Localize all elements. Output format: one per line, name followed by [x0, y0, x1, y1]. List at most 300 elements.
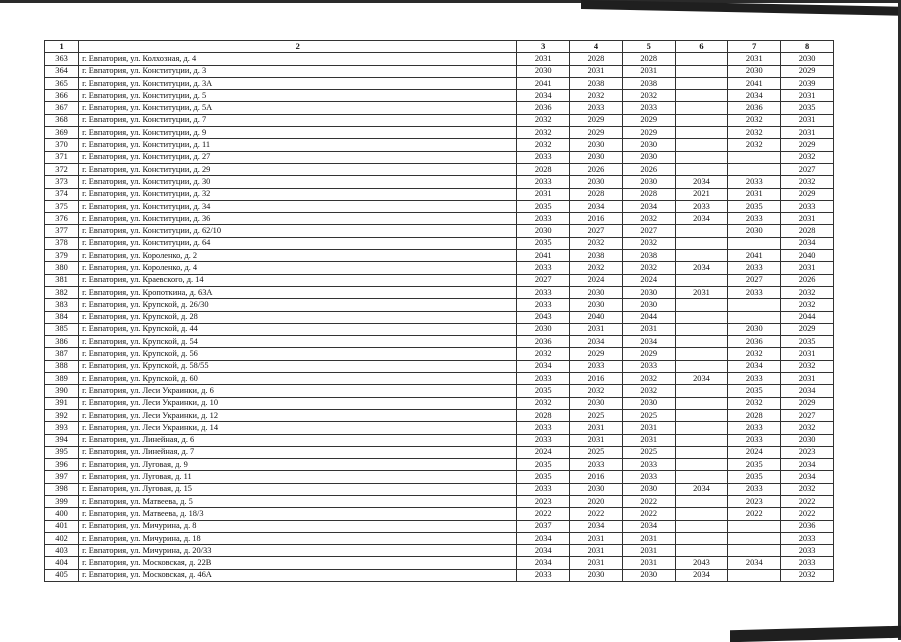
col7-cell: 2033	[728, 434, 781, 446]
row-number-cell: 376	[45, 213, 79, 225]
col8-cell: 2034	[781, 385, 834, 397]
col5-cell: 2025	[622, 409, 675, 421]
row-number-cell: 399	[45, 495, 79, 507]
col3-cell: 2030	[517, 65, 570, 77]
col3-cell: 2036	[517, 336, 570, 348]
col3-cell: 2033	[517, 151, 570, 163]
address-cell: г. Евпатория, ул. Крупской, д. 54	[79, 336, 517, 348]
col7-cell: 2035	[728, 200, 781, 212]
col6-cell: 2034	[675, 569, 728, 581]
address-cell: г. Евпатория, ул. Луговая, д. 11	[79, 471, 517, 483]
col3-cell: 2034	[517, 532, 570, 544]
col8-cell: 2033	[781, 200, 834, 212]
row-number-cell: 387	[45, 348, 79, 360]
col7-cell: 2035	[728, 385, 781, 397]
col8-cell: 2031	[781, 373, 834, 385]
col7-cell: 2024	[728, 446, 781, 458]
table-row	[45, 409, 834, 421]
col6-cell: 2034	[675, 213, 728, 225]
address-cell: г. Евпатория, ул. Конституции, д. 34	[79, 200, 517, 212]
col3-cell: 2033	[517, 434, 570, 446]
col3-cell: 2041	[517, 77, 570, 89]
col6-cell	[675, 323, 728, 335]
row-number-cell: 400	[45, 508, 79, 520]
address-cell: г. Евпатория, ул. Мичурина, д. 18	[79, 532, 517, 544]
table-row	[45, 323, 834, 335]
col7-cell: 2030	[728, 65, 781, 77]
col5-cell: 2030	[622, 569, 675, 581]
col5-cell: 2033	[622, 102, 675, 114]
col8-cell: 2022	[781, 495, 834, 507]
col5-cell: 2030	[622, 151, 675, 163]
col8-cell: 2039	[781, 77, 834, 89]
row-number-cell: 398	[45, 483, 79, 495]
column-header-5: 5	[622, 41, 675, 53]
table-row	[45, 483, 834, 495]
col8-cell: 2032	[781, 422, 834, 434]
col5-cell: 2029	[622, 114, 675, 126]
col5-cell: 2026	[622, 163, 675, 175]
col7-cell: 2028	[728, 409, 781, 421]
col3-cell: 2033	[517, 373, 570, 385]
col4-cell: 2024	[570, 274, 623, 286]
col8-cell: 2031	[781, 114, 834, 126]
col6-cell: 2031	[675, 286, 728, 298]
col6-cell	[675, 434, 728, 446]
column-header-4: 4	[570, 41, 623, 53]
table-row	[45, 397, 834, 409]
address-cell: г. Евпатория, ул. Конституции, д. 11	[79, 139, 517, 151]
col4-cell: 2031	[570, 422, 623, 434]
col5-cell: 2031	[622, 557, 675, 569]
col8-cell: 2034	[781, 459, 834, 471]
col7-cell: 2031	[728, 188, 781, 200]
col5-cell: 2032	[622, 213, 675, 225]
address-cell: г. Евпатория, ул. Кропоткина, д. 63А	[79, 286, 517, 298]
col6-cell	[675, 471, 728, 483]
col6-cell	[675, 274, 728, 286]
address-cell: г. Евпатория, ул. Конституции, д. 9	[79, 127, 517, 139]
col4-cell: 2027	[570, 225, 623, 237]
table-row	[45, 176, 834, 188]
address-cell: г. Евпатория, ул. Мичурина, д. 20/33	[79, 545, 517, 557]
row-number-cell: 388	[45, 360, 79, 372]
row-number-cell: 371	[45, 151, 79, 163]
col4-cell: 2030	[570, 139, 623, 151]
col6-cell: 2021	[675, 188, 728, 200]
col4-cell: 2022	[570, 508, 623, 520]
col4-cell: 2033	[570, 360, 623, 372]
col3-cell: 2036	[517, 102, 570, 114]
col7-cell: 2033	[728, 213, 781, 225]
address-cell: г. Евпатория, ул. Матвеева, д. 5	[79, 495, 517, 507]
col8-cell: 2026	[781, 274, 834, 286]
address-cell: г. Евпатория, ул. Леси Украинки, д. 10	[79, 397, 517, 409]
col5-cell: 2031	[622, 434, 675, 446]
col7-cell: 2041	[728, 77, 781, 89]
col4-cell: 2016	[570, 373, 623, 385]
table-row	[45, 65, 834, 77]
col8-cell: 2040	[781, 250, 834, 262]
address-cell: г. Евпатория, ул. Линейная, д. 7	[79, 446, 517, 458]
col7-cell	[728, 163, 781, 175]
col8-cell: 2031	[781, 127, 834, 139]
table-row	[45, 545, 834, 557]
col3-cell: 2027	[517, 274, 570, 286]
col6-cell	[675, 65, 728, 77]
col5-cell: 2030	[622, 483, 675, 495]
col4-cell: 2030	[570, 483, 623, 495]
col3-cell: 2035	[517, 200, 570, 212]
col5-cell: 2025	[622, 446, 675, 458]
address-cell: г. Евпатория, ул. Московская, д. 22В	[79, 557, 517, 569]
col8-cell: 2031	[781, 90, 834, 102]
col6-cell	[675, 348, 728, 360]
address-cell: г. Евпатория, ул. Крупской, д. 58/55	[79, 360, 517, 372]
col3-cell: 2032	[517, 139, 570, 151]
column-header-1: 1	[45, 41, 79, 53]
row-number-cell: 367	[45, 102, 79, 114]
col4-cell: 2031	[570, 434, 623, 446]
col4-cell: 2016	[570, 213, 623, 225]
col6-cell	[675, 139, 728, 151]
col6-cell	[675, 53, 728, 65]
col7-cell: 2027	[728, 274, 781, 286]
address-cell: г. Евпатория, ул. Луговая, д. 9	[79, 459, 517, 471]
col4-cell: 2032	[570, 262, 623, 274]
col7-cell: 2033	[728, 286, 781, 298]
col7-cell	[728, 569, 781, 581]
col8-cell: 2033	[781, 532, 834, 544]
col5-cell: 2038	[622, 77, 675, 89]
row-number-cell: 380	[45, 262, 79, 274]
col5-cell: 2033	[622, 360, 675, 372]
col6-cell	[675, 397, 728, 409]
table-row	[45, 520, 834, 532]
table-row	[45, 471, 834, 483]
table-row	[45, 200, 834, 212]
table-row	[45, 373, 834, 385]
col7-cell: 2041	[728, 250, 781, 262]
row-number-cell: 378	[45, 237, 79, 249]
row-number-cell: 385	[45, 323, 79, 335]
col3-cell: 2043	[517, 311, 570, 323]
col4-cell: 2030	[570, 569, 623, 581]
col3-cell: 2033	[517, 483, 570, 495]
address-cell: г. Евпатория, ул. Короленко, д. 4	[79, 262, 517, 274]
col4-cell: 2032	[570, 237, 623, 249]
col8-cell: 2030	[781, 53, 834, 65]
address-cell: г. Евпатория, ул. Матвеева, д. 18/3	[79, 508, 517, 520]
col4-cell: 2040	[570, 311, 623, 323]
col3-cell: 2034	[517, 360, 570, 372]
col8-cell: 2027	[781, 163, 834, 175]
col8-cell: 2033	[781, 545, 834, 557]
col6-cell: 2034	[675, 262, 728, 274]
address-cell: г. Евпатория, ул. Крупской, д. 28	[79, 311, 517, 323]
col6-cell	[675, 385, 728, 397]
col4-cell: 2031	[570, 557, 623, 569]
col5-cell: 2031	[622, 532, 675, 544]
address-cell: г. Евпатория, ул. Леси Украинки, д. 12	[79, 409, 517, 421]
col6-cell: 2033	[675, 200, 728, 212]
col5-cell: 2038	[622, 250, 675, 262]
table-row	[45, 139, 834, 151]
table-body	[45, 53, 834, 582]
col6-cell	[675, 114, 728, 126]
col8-cell: 2033	[781, 557, 834, 569]
address-cell: г. Евпатория, ул. Конституции, д. 27	[79, 151, 517, 163]
row-number-cell: 369	[45, 127, 79, 139]
table-row	[45, 250, 834, 262]
col4-cell: 2033	[570, 102, 623, 114]
address-cell: г. Евпатория, ул. Московская, д. 46А	[79, 569, 517, 581]
table-row	[45, 225, 834, 237]
table-row	[45, 213, 834, 225]
col5-cell: 2032	[622, 373, 675, 385]
col6-cell	[675, 250, 728, 262]
col3-cell: 2035	[517, 237, 570, 249]
address-cell: г. Евпатория, ул. Крупской, д. 56	[79, 348, 517, 360]
column-header-3: 3	[517, 41, 570, 53]
table-row	[45, 434, 834, 446]
col4-cell: 2031	[570, 532, 623, 544]
col7-cell: 2033	[728, 422, 781, 434]
col6-cell	[675, 508, 728, 520]
col6-cell	[675, 90, 728, 102]
table-row	[45, 569, 834, 581]
col8-cell: 2032	[781, 483, 834, 495]
address-cell: г. Евпатория, ул. Короленко, д. 2	[79, 250, 517, 262]
address-cell: г. Евпатория, ул. Конституции, д. 5	[79, 90, 517, 102]
col5-cell: 2033	[622, 459, 675, 471]
table-row	[45, 114, 834, 126]
col8-cell: 2028	[781, 225, 834, 237]
col3-cell: 2035	[517, 459, 570, 471]
col4-cell: 2030	[570, 299, 623, 311]
address-cell: г. Евпатория, ул. Конституции, д. 36	[79, 213, 517, 225]
col8-cell: 2031	[781, 213, 834, 225]
col3-cell: 2035	[517, 385, 570, 397]
address-cell: г. Евпатория, ул. Крупской, д. 26/30	[79, 299, 517, 311]
col6-cell: 2034	[675, 176, 728, 188]
col4-cell: 2030	[570, 176, 623, 188]
col7-cell	[728, 545, 781, 557]
col4-cell: 2038	[570, 250, 623, 262]
col7-cell: 2034	[728, 90, 781, 102]
address-cell: г. Евпатория, ул. Конституции, д. 30	[79, 176, 517, 188]
table-row	[45, 53, 834, 65]
col6-cell	[675, 311, 728, 323]
table-row	[45, 151, 834, 163]
col5-cell: 2029	[622, 127, 675, 139]
col5-cell: 2030	[622, 397, 675, 409]
row-number-cell: 365	[45, 77, 79, 89]
table-row	[45, 495, 834, 507]
col5-cell: 2034	[622, 520, 675, 532]
table-row	[45, 286, 834, 298]
col3-cell: 2034	[517, 90, 570, 102]
col3-cell: 2030	[517, 225, 570, 237]
col5-cell: 2032	[622, 90, 675, 102]
col4-cell: 2030	[570, 151, 623, 163]
col4-cell: 2028	[570, 188, 623, 200]
table-row	[45, 299, 834, 311]
address-cell: г. Евпатория, ул. Луговая, д. 15	[79, 483, 517, 495]
address-cell: г. Евпатория, ул. Конституции, д. 64	[79, 237, 517, 249]
col3-cell: 2032	[517, 114, 570, 126]
col6-cell	[675, 520, 728, 532]
col5-cell: 2034	[622, 336, 675, 348]
col8-cell: 2022	[781, 508, 834, 520]
col6-cell	[675, 532, 728, 544]
col7-cell: 2032	[728, 397, 781, 409]
column-header-6: 6	[675, 41, 728, 53]
col8-cell: 2027	[781, 409, 834, 421]
col4-cell: 2034	[570, 520, 623, 532]
table-row	[45, 163, 834, 175]
col5-cell: 2030	[622, 139, 675, 151]
row-number-cell: 403	[45, 545, 79, 557]
col8-cell: 2032	[781, 360, 834, 372]
table-row	[45, 127, 834, 139]
col6-cell: 2034	[675, 373, 728, 385]
address-cell: г. Евпатория, ул. Крупской, д. 60	[79, 373, 517, 385]
address-cell: г. Евпатория, ул. Конституции, д. 5А	[79, 102, 517, 114]
row-number-cell: 381	[45, 274, 79, 286]
col5-cell: 2022	[622, 508, 675, 520]
col7-cell	[728, 311, 781, 323]
row-number-cell: 393	[45, 422, 79, 434]
col6-cell	[675, 336, 728, 348]
col4-cell: 2033	[570, 459, 623, 471]
col5-cell: 2024	[622, 274, 675, 286]
table-row	[45, 336, 834, 348]
table-row	[45, 385, 834, 397]
address-cell: г. Евпатория, ул. Леси Украинки, д. 14	[79, 422, 517, 434]
col6-cell	[675, 446, 728, 458]
col3-cell: 2033	[517, 262, 570, 274]
col3-cell: 2031	[517, 53, 570, 65]
col4-cell: 2030	[570, 397, 623, 409]
col4-cell: 2028	[570, 53, 623, 65]
col7-cell: 2033	[728, 262, 781, 274]
table-row	[45, 422, 834, 434]
col6-cell	[675, 495, 728, 507]
col7-cell: 2023	[728, 495, 781, 507]
col3-cell: 2032	[517, 127, 570, 139]
row-number-cell: 363	[45, 53, 79, 65]
col3-cell: 2030	[517, 323, 570, 335]
col5-cell: 2032	[622, 385, 675, 397]
col5-cell: 2030	[622, 286, 675, 298]
col5-cell: 2030	[622, 176, 675, 188]
col3-cell: 2028	[517, 163, 570, 175]
col3-cell: 2032	[517, 348, 570, 360]
col6-cell	[675, 127, 728, 139]
col7-cell	[728, 520, 781, 532]
col6-cell	[675, 163, 728, 175]
col4-cell: 2034	[570, 336, 623, 348]
address-cell: г. Евпатория, ул. Конституции, д. 29	[79, 163, 517, 175]
col3-cell: 2033	[517, 286, 570, 298]
row-number-cell: 382	[45, 286, 79, 298]
col4-cell: 2030	[570, 286, 623, 298]
col5-cell: 2031	[622, 323, 675, 335]
row-number-cell: 396	[45, 459, 79, 471]
col8-cell: 2032	[781, 286, 834, 298]
col3-cell: 2041	[517, 250, 570, 262]
col4-cell: 2031	[570, 323, 623, 335]
col5-cell: 2032	[622, 262, 675, 274]
col3-cell: 2031	[517, 188, 570, 200]
col3-cell: 2024	[517, 446, 570, 458]
col7-cell: 2032	[728, 139, 781, 151]
col6-cell: 2034	[675, 483, 728, 495]
row-number-cell: 390	[45, 385, 79, 397]
col5-cell: 2028	[622, 188, 675, 200]
col8-cell: 2032	[781, 569, 834, 581]
col8-cell: 2032	[781, 299, 834, 311]
address-cell: г. Евпатория, ул. Леси Украинки, д. 6	[79, 385, 517, 397]
col5-cell: 2027	[622, 225, 675, 237]
table-row	[45, 90, 834, 102]
table-row	[45, 532, 834, 544]
col3-cell: 2033	[517, 569, 570, 581]
col7-cell: 2022	[728, 508, 781, 520]
row-number-cell: 377	[45, 225, 79, 237]
col6-cell	[675, 225, 728, 237]
col6-cell	[675, 422, 728, 434]
row-number-cell: 364	[45, 65, 79, 77]
row-number-cell: 368	[45, 114, 79, 126]
col8-cell: 2035	[781, 102, 834, 114]
col7-cell: 2032	[728, 348, 781, 360]
table-row	[45, 188, 834, 200]
col7-cell: 2033	[728, 176, 781, 188]
col4-cell: 2025	[570, 446, 623, 458]
col7-cell: 2036	[728, 102, 781, 114]
table-row	[45, 508, 834, 520]
row-number-cell: 379	[45, 250, 79, 262]
col7-cell	[728, 299, 781, 311]
col4-cell: 2016	[570, 471, 623, 483]
col5-cell: 2028	[622, 53, 675, 65]
col8-cell: 2023	[781, 446, 834, 458]
col7-cell	[728, 151, 781, 163]
col6-cell	[675, 459, 728, 471]
row-number-cell: 391	[45, 397, 79, 409]
table-row	[45, 262, 834, 274]
row-number-cell: 404	[45, 557, 79, 569]
address-cell: г. Евпатория, ул. Конституции, д. 32	[79, 188, 517, 200]
col7-cell	[728, 237, 781, 249]
col6-cell	[675, 545, 728, 557]
col8-cell: 2029	[781, 139, 834, 151]
col7-cell: 2034	[728, 360, 781, 372]
col4-cell: 2029	[570, 127, 623, 139]
address-cell: г. Евпатория, ул. Колхозная, д. 4	[79, 53, 517, 65]
address-cell: г. Евпатория, ул. Краевского, д. 14	[79, 274, 517, 286]
row-number-cell: 383	[45, 299, 79, 311]
col8-cell: 2029	[781, 397, 834, 409]
col5-cell: 2031	[622, 422, 675, 434]
col4-cell: 2032	[570, 90, 623, 102]
col8-cell: 2030	[781, 434, 834, 446]
table-row	[45, 360, 834, 372]
col4-cell: 2026	[570, 163, 623, 175]
col7-cell: 2035	[728, 459, 781, 471]
